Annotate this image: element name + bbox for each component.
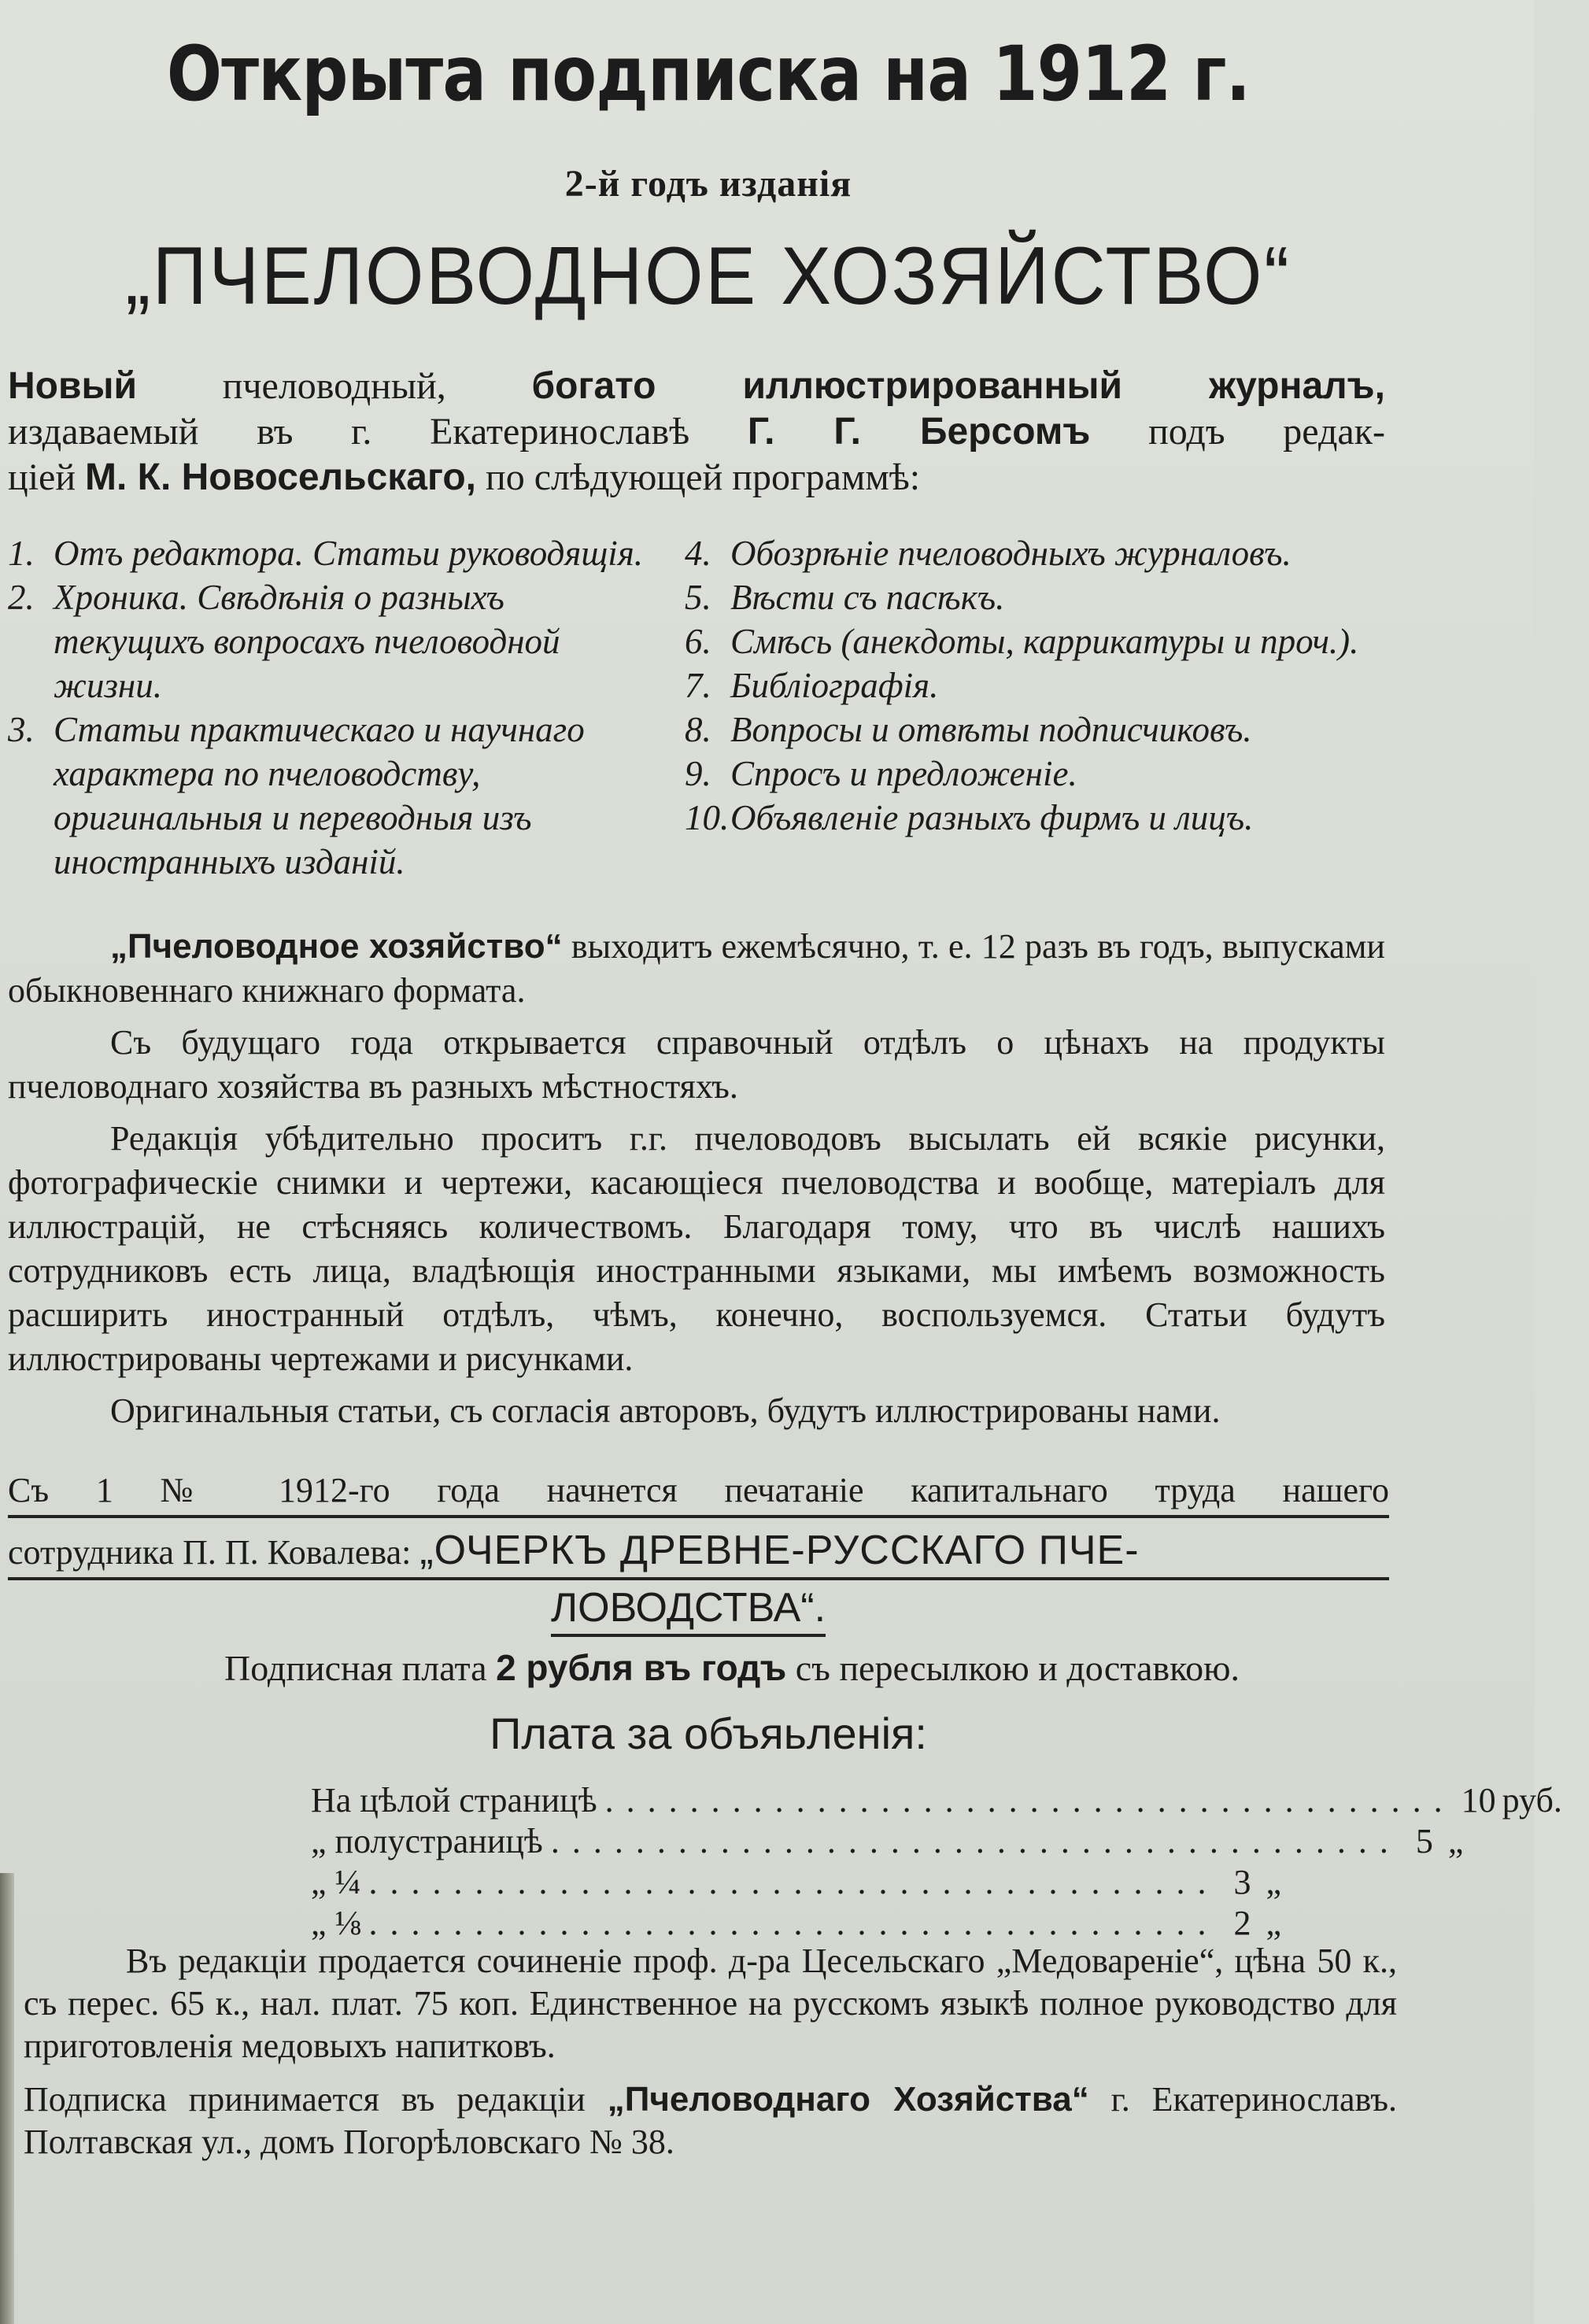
program-item xyxy=(685,619,1393,663)
program-list-right xyxy=(685,531,1393,840)
item-number: 10. xyxy=(685,798,730,837)
editor-name: М. К. Новосельскаго, xyxy=(85,456,477,498)
program-item xyxy=(685,796,1393,840)
rate-label: „ ¼ xyxy=(311,1863,361,1901)
paragraph-articles: Оригинальныя статьи, съ согласія авторовъ, будутъ иллюстрированы нами. xyxy=(110,1391,1221,1430)
item-number: 8. xyxy=(685,710,711,749)
fee-amount: 2 рубля въ годъ xyxy=(496,1647,787,1688)
item-number: 4. xyxy=(685,534,711,573)
intro-text: подъ редак- xyxy=(1090,411,1385,453)
page-title: Открыта подписка на 1912 г. xyxy=(166,30,1251,118)
rate-row xyxy=(311,1903,1282,1944)
paragraph-text: выходитъ ежемѣсячно, т. е. 12 разъ въ годъ, выпусками обыкновеннаго книжнаго формата. xyxy=(8,927,1385,1010)
program-item xyxy=(685,708,1393,752)
intro-line-2 xyxy=(8,409,1385,455)
body-text xyxy=(8,925,1385,1441)
rate-row xyxy=(311,1780,1562,1821)
ads-rates-table xyxy=(311,1780,1562,1944)
announcement-box xyxy=(8,1468,1389,1637)
item-text: Статьи практическаго и научнаго характера по пчеловодству, оригинальныя и переводныя изъ иностранныхъ изданій. xyxy=(54,710,585,881)
intro-bold-text: богато иллюстрированный журналъ, xyxy=(531,365,1385,407)
leader-dots: ........................................ xyxy=(604,1781,1455,1820)
program-list-left xyxy=(8,531,645,884)
rate-value: 3 xyxy=(1233,1863,1251,1901)
item-number: 1. xyxy=(8,534,35,573)
address-text: г. Екатеринославъ. Полтавская ул., домъ Погорѣловскаго № 38. xyxy=(24,2080,1397,2161)
edition-year: 2-й годъ изданія xyxy=(564,163,852,205)
item-text: Вѣсти съ пасѣкъ. xyxy=(730,578,1005,617)
item-text: Хроника. Свѣдѣнія о разныхъ текущихъ вопросахъ пчеловодной жизни. xyxy=(54,578,560,705)
paragraph-frequency xyxy=(8,925,1385,1013)
rate-label: На цѣлой страницѣ xyxy=(311,1781,597,1820)
item-number: 5. xyxy=(685,578,711,617)
program-item xyxy=(8,531,645,575)
journal-name: „ПЧЕЛОВОДНОЕ ХОЗЯЙСТВО“ xyxy=(125,231,1292,322)
leader-dots: ........................................ xyxy=(368,1904,1219,1942)
leader-dots: ........................................ xyxy=(368,1863,1219,1901)
item-number: 2. xyxy=(8,578,35,617)
item-text: Отъ редактора. Статьи руководящія. xyxy=(54,534,643,573)
intro-text: издаваемый въ г. Екатеринославѣ xyxy=(8,411,748,453)
program-item xyxy=(8,575,645,708)
item-text: Библіографія. xyxy=(730,666,939,705)
rate-value: 5 xyxy=(1415,1822,1433,1860)
rate-unit: „ xyxy=(1266,1904,1282,1942)
rate-unit: „ xyxy=(1266,1863,1282,1901)
item-number: 7. xyxy=(685,666,711,705)
intro-paragraph xyxy=(8,364,1385,501)
item-text: Объявленіе разныхъ фирмъ и лицъ. xyxy=(730,798,1254,837)
paragraph-subscription-address xyxy=(24,2078,1397,2163)
work-title: „ОЧЕРКЪ ДРЕВНЕ-РУССКАГО ПЧЕ- xyxy=(419,1528,1140,1573)
intro-text: ціей xyxy=(8,456,86,498)
rate-label: „ полустраницѣ xyxy=(311,1822,543,1860)
intro-text: по слѣдующей программѣ: xyxy=(476,456,921,498)
rate-row xyxy=(311,1821,1464,1862)
item-number: 6. xyxy=(685,622,711,661)
publisher-name: Г. Г. Берсомъ xyxy=(747,411,1091,453)
leader-dots: ........................................ xyxy=(550,1822,1401,1860)
intro-line-1 xyxy=(8,364,1385,409)
fee-text: съ пересылкою и доставкою. xyxy=(786,1648,1240,1688)
item-number: 9. xyxy=(685,754,711,793)
rate-unit: „ xyxy=(1447,1822,1464,1860)
rate-unit: руб. xyxy=(1502,1781,1562,1820)
announcement-line-2 xyxy=(8,1526,1389,1580)
item-text: Спросъ и предложеніе. xyxy=(730,754,1077,793)
paragraph-prices: Съ будущаго года открывается справочный отдѣлъ о цѣнахъ на продукты пчеловоднаго хозяйства въ разныхъ мѣстностяхъ. xyxy=(8,1023,1385,1106)
item-text: Обозрѣніе пчеловодныхъ журналовъ. xyxy=(730,534,1292,573)
rate-value: 2 xyxy=(1233,1904,1251,1942)
binding-edge xyxy=(0,1873,14,2324)
program-item xyxy=(685,752,1393,796)
program-item xyxy=(685,575,1393,619)
program-item xyxy=(685,531,1393,575)
rate-label: „ ⅛ xyxy=(311,1904,361,1942)
ads-rates-title: Плата за объяьленія: xyxy=(490,1709,927,1758)
announcement-line-3: ЛОВОДСТВА“. xyxy=(551,1585,826,1637)
subscription-fee xyxy=(71,1646,1393,1689)
journal-name-inline: „Пчеловоднаго Хозяйства“ xyxy=(607,2080,1089,2119)
intro-new-word: Новый xyxy=(8,365,137,407)
program-item xyxy=(685,663,1393,708)
paragraph-book-sale: Въ редакціи продается сочиненіе проф. д-ра Цесельскаго „Медовареніе“, цѣна 50 к., съ перес. 65 к., нал. плат. 75 коп. Единственное на русскомъ языкѣ полное руководство для приготовленія медовыхъ напитковъ. xyxy=(24,1942,1397,2065)
rate-row xyxy=(311,1862,1282,1903)
item-text: Смѣсь (анекдоты, каррикатуры и проч.). xyxy=(730,622,1359,661)
fee-text: Подписная плата xyxy=(224,1648,497,1688)
program-item xyxy=(8,708,645,884)
journal-name-inline: „Пчеловодное хозяйство“ xyxy=(110,927,563,966)
intro-line-3 xyxy=(8,455,1385,501)
paragraph-request: Редакція убѣдительно проситъ г.г. пчеловодовъ высылать ей всякіе рисунки, фотографическіе снимки и чертежи, касающіеся пчеловодства и вообще, матеріалъ для иллюстрацій, не стѣсняясь количествомъ. Благодаря тому, что въ числѣ нашихъ сотрудниковъ есть лица, владѣющія иностранными языками, мы имѣемъ возможность расширить иностранный отдѣлъ, чѣмъ, конечно, воспользуемся. Статьи будутъ иллюстрированы чертежами и рисунками. xyxy=(8,1119,1385,1378)
footer-text xyxy=(24,1940,1397,2174)
address-text: Подписка принимается въ редакціи xyxy=(24,2080,608,2119)
item-text: Вопросы и отвѣты подписчиковъ. xyxy=(730,710,1252,749)
announcement-line-1: Съ 1 № 1912-го года начнется печатаніе капитальнаго труда нашего xyxy=(8,1468,1389,1518)
intro-text: пчеловодный, xyxy=(137,365,532,407)
announcement-text: сотрудника П. П. Ковалева: xyxy=(8,1533,420,1572)
item-number: 3. xyxy=(8,710,35,749)
rate-value: 10 xyxy=(1461,1781,1496,1820)
